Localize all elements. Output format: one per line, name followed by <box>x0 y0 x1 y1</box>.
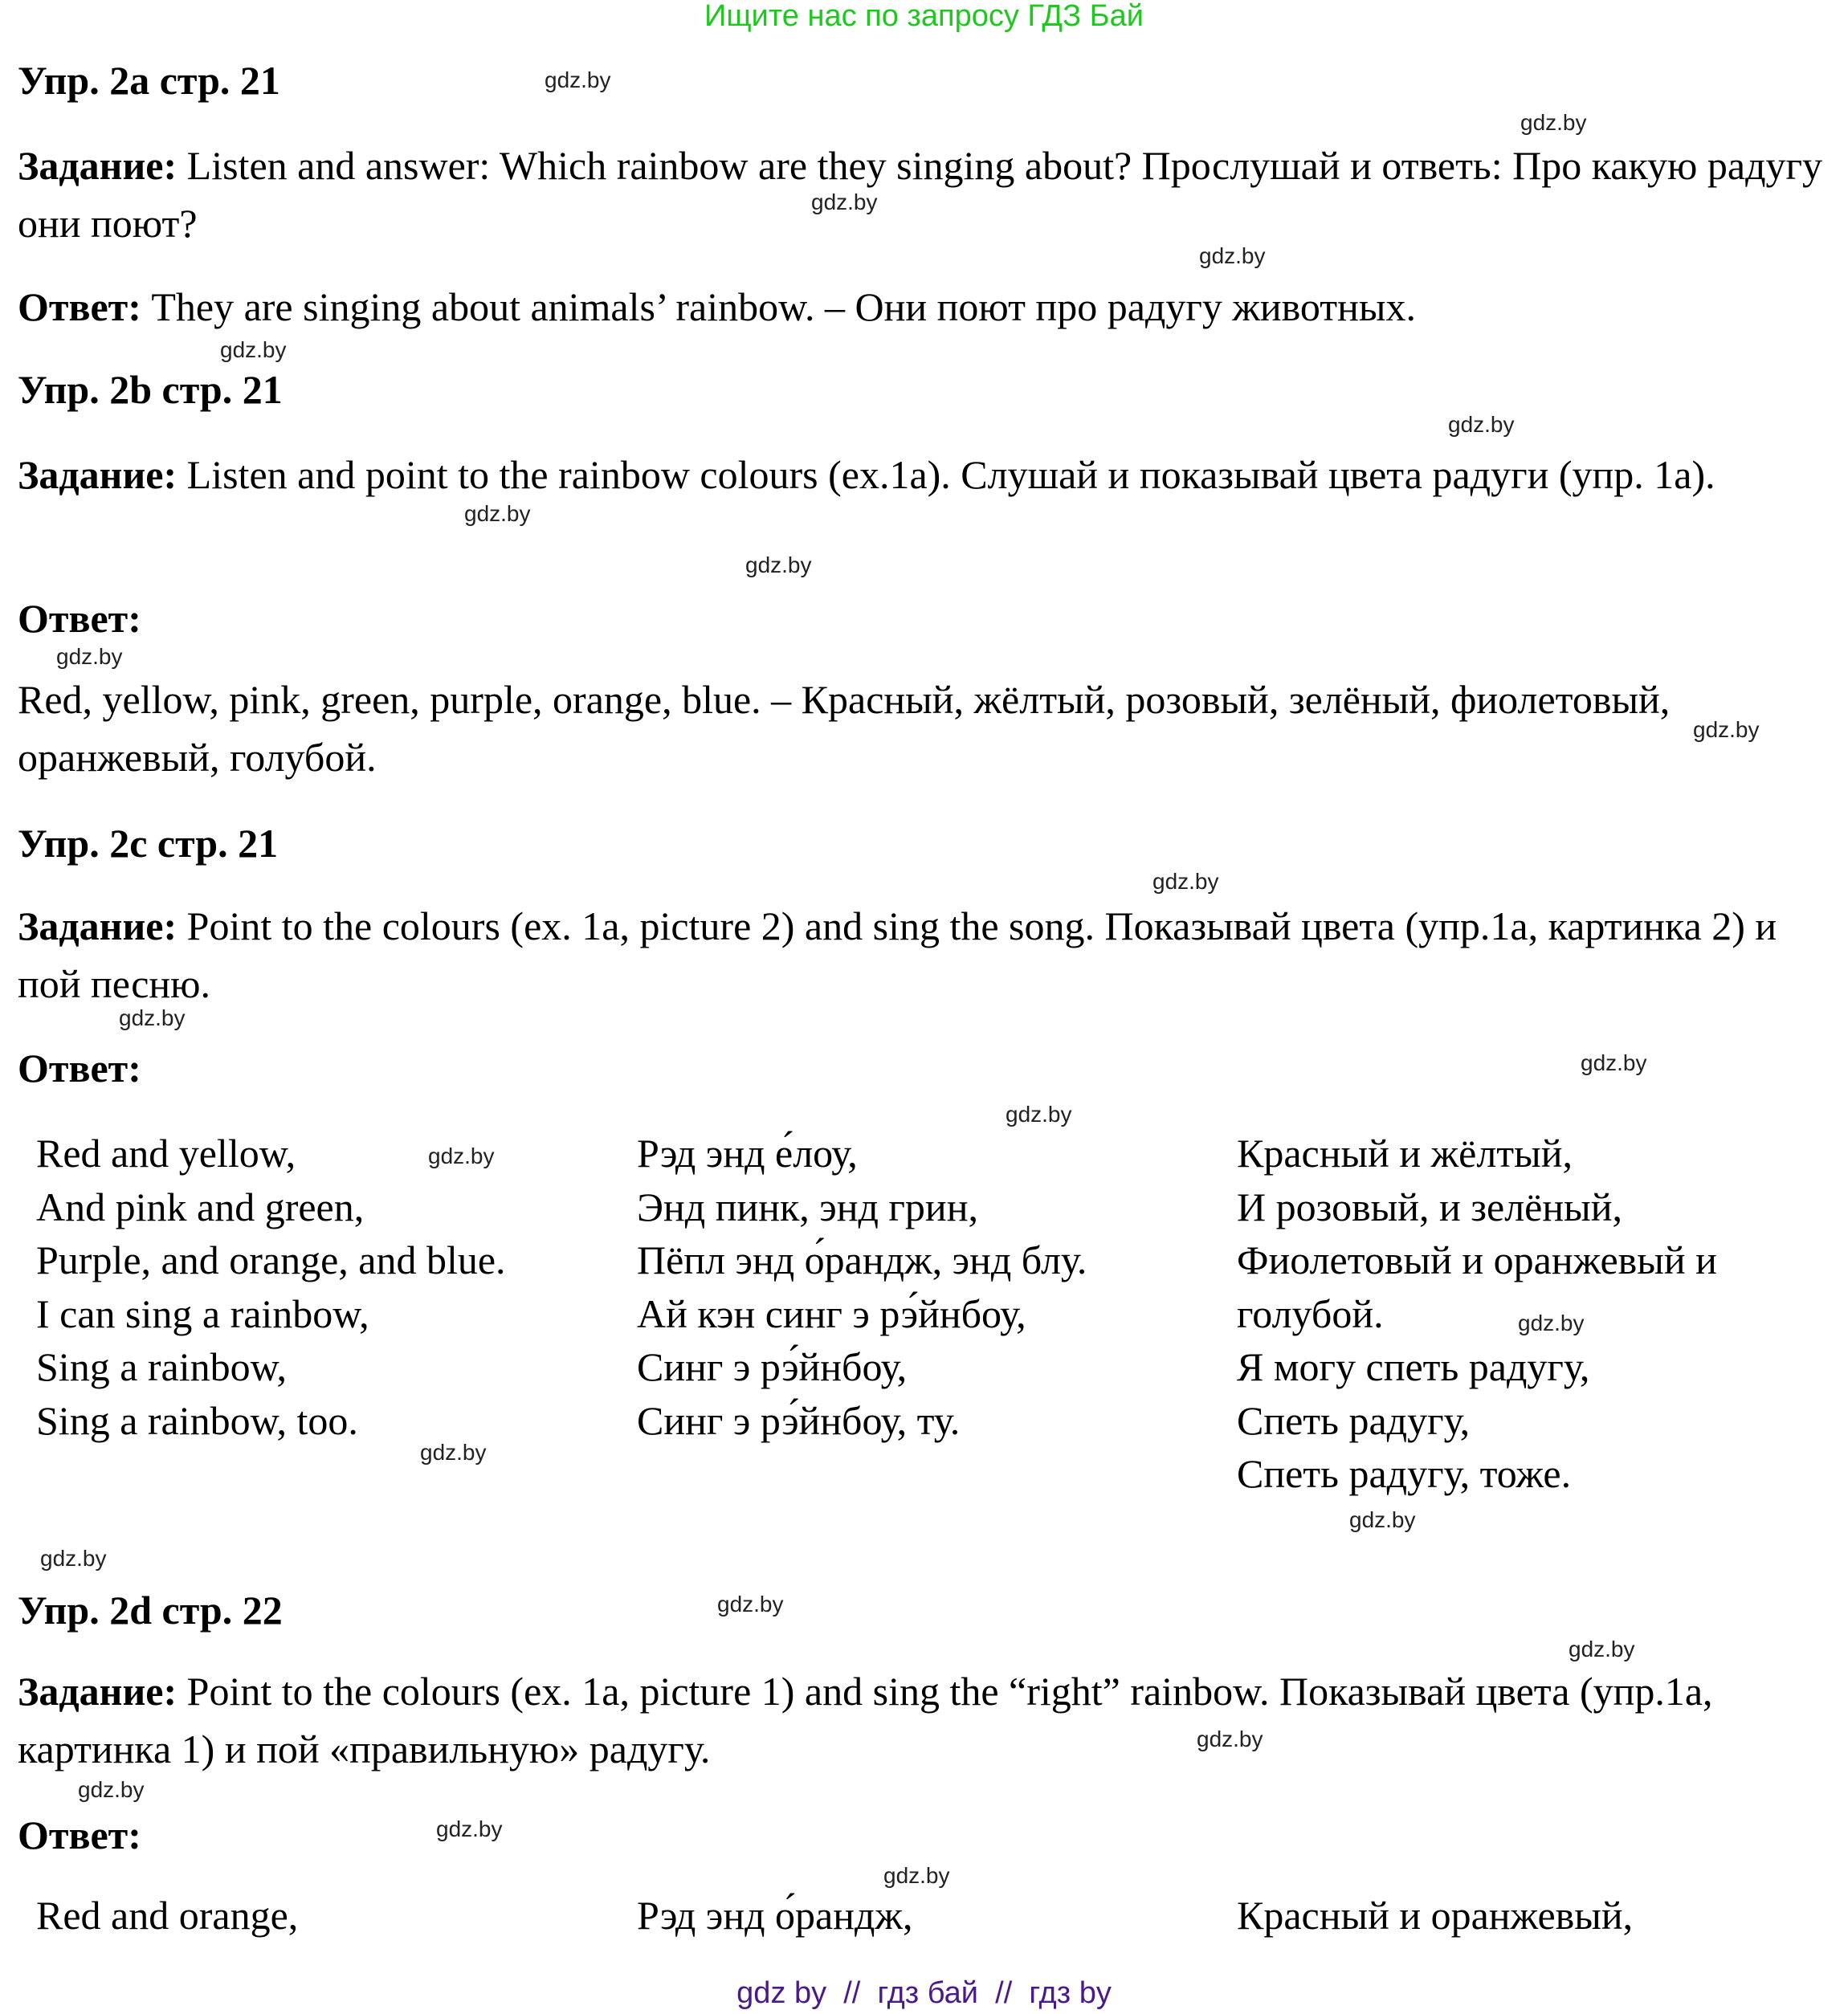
song-english-column <box>36 1889 298 1943</box>
exercise-heading-2a: Упр. 2a стр. 21 <box>18 58 280 103</box>
watermark: gdz.by <box>1569 1637 1635 1661</box>
song-line: Рэд энд о́рандж, <box>637 1893 913 1938</box>
top-banner: Ищите нас по запросу ГДЗ Бай <box>704 0 1144 33</box>
watermark: gdz.by <box>1518 1311 1585 1335</box>
song-line: Пёпл энд о́рандж, энд блу. <box>637 1237 1087 1282</box>
watermark: gdz.by <box>1448 412 1515 437</box>
watermark: gdz.by <box>811 190 878 214</box>
watermark: gdz.by <box>1197 1727 1263 1751</box>
exercise-task-2c <box>18 897 1841 1013</box>
song-transcription-column <box>637 1127 1087 1447</box>
answer-label-2c: Ответ: <box>18 1046 141 1091</box>
task-label: Задание: <box>18 143 177 188</box>
song-line: Спеть радугу, <box>1237 1397 1471 1443</box>
watermark: gdz.by <box>1693 717 1760 742</box>
song-line: И розовый, и зелёный, <box>1237 1184 1622 1229</box>
task-label: Задание: <box>18 1669 177 1714</box>
song-line: Ай кэн синг э рэ́йнбоу, <box>637 1290 1026 1336</box>
watermark: gdz.by <box>56 644 123 669</box>
song-line: Спеть радугу, тоже. <box>1237 1451 1572 1496</box>
watermark: gdz.by <box>545 67 611 92</box>
watermark: gdz.by <box>1199 243 1266 268</box>
song-russian-column <box>1237 1889 1633 1943</box>
song-line: And pink and green, <box>36 1184 365 1229</box>
watermark: gdz.by <box>78 1777 145 1802</box>
watermark: gdz.by <box>717 1592 784 1616</box>
song-line: Красный и жёлтый, <box>1237 1131 1573 1176</box>
exercise-heading-2b: Упр. 2b стр. 21 <box>18 367 283 412</box>
task-text: Point to the colours (ex. 1a, picture 1) and sing the “right” rainbow. Показывай цвета (упр.1a, картинка 1) и пой «правильную» радугу. <box>18 1669 1713 1771</box>
exercise-task-2b <box>18 446 1841 503</box>
song-line: Sing a rainbow, <box>36 1344 287 1389</box>
watermark: gdz.by <box>428 1144 495 1168</box>
watermark: gdz.by <box>420 1440 487 1465</box>
watermark: gdz.by <box>745 552 812 577</box>
task-label: Задание: <box>18 903 177 948</box>
exercise-answer-2a <box>18 278 1841 336</box>
task-text: Listen and answer: Which rainbow are they singing about? Прослушай и ответь: Про какую радугу они поют? <box>18 143 1823 246</box>
exercise-heading-2c: Упр. 2c стр. 21 <box>18 821 279 866</box>
song-english-column <box>36 1127 506 1447</box>
answer-label-2b: Ответ: <box>18 596 141 641</box>
watermark: gdz.by <box>436 1816 503 1841</box>
watermark: gdz.by <box>883 1863 950 1888</box>
song-transcription-column <box>637 1889 912 1943</box>
song-line: Red and orange, <box>36 1893 299 1938</box>
song-line: Фиолетовый и оранжевый и <box>1237 1237 1717 1282</box>
watermark: gdz.by <box>119 1005 186 1030</box>
watermark: gdz.by <box>1581 1050 1647 1075</box>
watermark: gdz.by <box>464 501 531 526</box>
exercise-answer-2b: Red, yellow, pink, green, purple, orange, blue. – Красный, жёлтый, розовый, зелёный, фиолетовый, оранжевый, голубой. <box>18 677 1671 780</box>
task-text: Point to the colours (ex. 1a, picture 2) and sing the song. Показывай цвета (упр.1a, картинка 2) и пой песню. <box>18 903 1777 1006</box>
answer-text: They are singing about animals’ rainbow. – Они поют про радугу животных. <box>151 284 1416 329</box>
exercise-heading-2d: Упр. 2d стр. 22 <box>18 1588 283 1633</box>
exercise-task-2a <box>18 137 1841 252</box>
watermark: gdz.by <box>1006 1102 1072 1127</box>
watermark: gdz.by <box>40 1546 107 1571</box>
watermark: gdz.by <box>1152 869 1219 894</box>
song-russian-column <box>1237 1127 1717 1501</box>
song-line: Энд пинк, энд грин, <box>637 1184 978 1229</box>
song-line: Рэд энд е́лоу, <box>637 1131 858 1176</box>
song-line: Красный и оранжевый, <box>1237 1893 1634 1938</box>
watermark: gdz.by <box>1349 1507 1416 1532</box>
answer-label-2d: Ответ: <box>18 1812 141 1857</box>
song-line: I can sing a rainbow, <box>36 1290 369 1336</box>
watermark: gdz.by <box>1520 110 1587 135</box>
task-text: Listen and point to the rainbow colours (ex.1a). Слушай и показывай цвета радуги (упр. 1a). <box>186 452 1715 497</box>
song-line: голубой. <box>1237 1290 1384 1336</box>
song-line: Sing a rainbow, too. <box>36 1397 358 1443</box>
song-line: Red and yellow, <box>36 1131 296 1176</box>
song-line: Я могу спеть радугу, <box>1237 1344 1590 1389</box>
answer-label: Ответ: <box>18 284 141 329</box>
song-line: Синг э рэ́йнбоу, <box>637 1344 908 1389</box>
song-line: Purple, and orange, and blue. <box>36 1237 506 1282</box>
task-label: Задание: <box>18 452 177 497</box>
footer-banner: gdz by // гдз бай // гдз by <box>736 1976 1112 2010</box>
watermark: gdz.by <box>220 337 287 362</box>
exercise-task-2d <box>18 1662 1841 1778</box>
song-line: Синг э рэ́йнбоу, ту. <box>637 1397 961 1443</box>
